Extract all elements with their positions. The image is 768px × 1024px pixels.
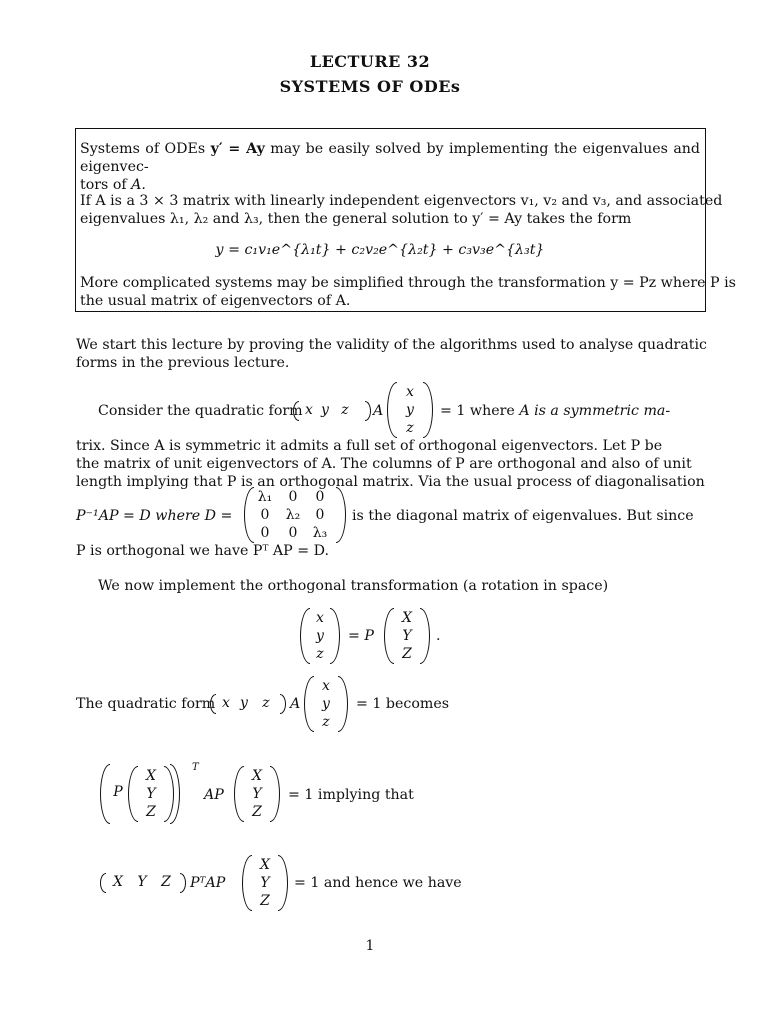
paragraph-2-line-1: trix. Since A is symmetric it admits a full set of orthogonal eigenvectors. Let P be: [76, 438, 663, 454]
page-title: SYSTEMS OF ODEs: [279, 77, 461, 96]
summary-paragraph-3-line-2: the usual matrix of eigenvectors of A.: [80, 293, 351, 309]
matrix-a-symbol: A: [373, 403, 384, 419]
matrix-entry: 0: [315, 489, 325, 505]
summary-text: tors of: [80, 177, 127, 193]
vector-entry: y: [406, 402, 414, 418]
row-vector-entry: z: [262, 695, 270, 711]
left-paren: [242, 855, 252, 911]
ode-equation: y′ = Ay: [210, 141, 265, 157]
vector-entry: Z: [252, 804, 262, 820]
column-vector-xyz: [304, 676, 348, 732]
hence-text: = 1 and hence we have: [294, 875, 462, 891]
vector-entry: x: [316, 610, 324, 626]
equation-text: A is a symmetric ma-: [519, 403, 671, 419]
paragraph-2-line-3: length implying that P is an orthogonal matrix. Via the usual process of diagonalisation: [76, 474, 705, 490]
quadratic-form-label: The quadratic form: [76, 696, 216, 712]
matrix-entry: 0: [260, 525, 270, 541]
matrix-entry: 0: [260, 507, 270, 523]
intro-line-1: We start this lecture by proving the validity of the algorithms used to analyse quadratic: [76, 337, 707, 353]
right-paren: [420, 608, 430, 664]
row-vector-entry: y: [240, 695, 248, 711]
right-paren: [280, 694, 286, 714]
becomes-text: = 1 becomes: [356, 696, 450, 712]
consider-text: Consider the quadratic form: [98, 403, 303, 419]
vector-entry: X: [260, 857, 270, 873]
left-paren: [100, 873, 106, 893]
right-paren: [423, 382, 433, 438]
matrix-a-symbol: A: [290, 696, 301, 712]
page-number: 1: [365, 938, 375, 954]
vector-entry: X: [402, 610, 412, 626]
summary-text: Systems of ODEs: [80, 141, 206, 157]
row-vector-entry: x: [305, 402, 313, 418]
row-vector-entry: Z: [161, 874, 171, 890]
matrix-p-symbol: P: [113, 784, 123, 800]
row-vector: [293, 401, 371, 421]
matrix-entry: 0: [315, 507, 325, 523]
matrix-entry: λ₁: [257, 489, 273, 505]
vector-entry: Y: [252, 786, 262, 802]
left-paren: [300, 608, 310, 664]
vector-entry: Y: [402, 628, 412, 644]
column-vector-XYZ: [242, 855, 288, 911]
vector-entry: Z: [402, 646, 412, 662]
vector-entry: x: [406, 384, 414, 400]
left-paren: [387, 382, 397, 438]
left-paren: [244, 487, 254, 543]
summary-paragraph-2-line-1: If A is a 3 × 3 matrix with linearly independent eigenvectors v₁, v₂ and v₃, and associated: [80, 193, 723, 209]
vector-entry: y: [322, 696, 330, 712]
vector-entry: Y: [260, 875, 270, 891]
vector-entry: y: [316, 628, 324, 644]
left-paren: [304, 676, 314, 732]
column-vector-XYZ: [234, 766, 280, 822]
equals-one-text: [440, 402, 670, 420]
summary-text: may be easily solved by implementing the eigenvalues and eigenvec-: [80, 141, 700, 175]
row-vector: [210, 694, 286, 714]
general-solution-equation: y = c₁v₁e^{λ₁t} + c₂v₂e^{λ₂t} + c₃v₃e^{λ₃t}: [215, 242, 545, 258]
vector-entry: z: [316, 646, 324, 662]
right-paren: [336, 487, 346, 543]
matrix-entry: λ₃: [312, 525, 328, 541]
right-paren: [270, 766, 280, 822]
right-paren: [278, 855, 288, 911]
transpose-superscript: T: [192, 762, 199, 773]
diagonalisation-equation: P⁻¹AP = D where D =: [76, 508, 233, 524]
summary-paragraph-3-line-1: More complicated systems may be simplified through the transformation y = Pz where P is: [80, 275, 736, 291]
vector-entry: Y: [146, 786, 156, 802]
intro-line-2: forms in the previous lecture.: [76, 355, 290, 371]
summary-paragraph-1: [80, 140, 700, 194]
matrix-entry: 0: [288, 489, 298, 505]
paragraph-2-line-2: the matrix of unit eigenvectors of A. The columns of P are orthogonal and also of unit: [76, 456, 692, 472]
equation-text: = 1 where: [440, 403, 515, 419]
lecture-number: LECTURE 32: [309, 52, 431, 71]
vector-entry: z: [406, 420, 414, 436]
ptap-symbol: PᵀAP: [190, 875, 226, 891]
right-paren: [338, 676, 348, 732]
column-vector-XYZ: [384, 608, 430, 664]
summary-text: A.: [131, 177, 146, 193]
column-vector-XYZ: [128, 766, 174, 822]
row-vector-entry: z: [341, 402, 349, 418]
column-vector-xyz: [300, 608, 340, 664]
matrix-entry: λ₂: [285, 507, 301, 523]
diagonal-matrix-d: [244, 487, 346, 543]
right-paren: [180, 873, 186, 893]
vector-entry: Z: [260, 893, 270, 909]
implying-text: = 1 implying that: [288, 787, 414, 803]
row-vector-entry: Y: [137, 874, 147, 890]
right-paren: [330, 608, 340, 664]
period: .: [436, 628, 441, 644]
summary-paragraph-2-line-2: eigenvalues λ₁, λ₂ and λ₃, then the general solution to y′ = Ay takes the form: [80, 211, 632, 227]
ap-symbol: AP: [204, 787, 224, 803]
right-paren: [164, 766, 174, 822]
vector-entry: X: [146, 768, 156, 784]
vector-entry: x: [322, 678, 330, 694]
row-vector-XYZ: [100, 873, 186, 893]
orthogonal-statement: P is orthogonal we have Pᵀ AP = D.: [76, 543, 330, 559]
vector-entry: X: [252, 768, 262, 784]
left-paren: [128, 766, 138, 822]
matrix-entry: 0: [288, 525, 298, 541]
diagonal-matrix-description: is the diagonal matrix of eigenvalues. But since: [352, 508, 694, 524]
left-paren: [234, 766, 244, 822]
column-vector-xyz: [387, 382, 433, 438]
vector-entry: z: [322, 714, 330, 730]
right-paren: [365, 401, 371, 421]
left-paren: [384, 608, 394, 664]
equals-p-text: = P: [348, 628, 374, 644]
row-vector-entry: y: [321, 402, 329, 418]
row-vector-entry: X: [113, 874, 123, 890]
row-vector-entry: x: [222, 695, 230, 711]
transformation-intro: We now implement the orthogonal transformation (a rotation in space): [98, 578, 609, 594]
vector-entry: Z: [146, 804, 156, 820]
